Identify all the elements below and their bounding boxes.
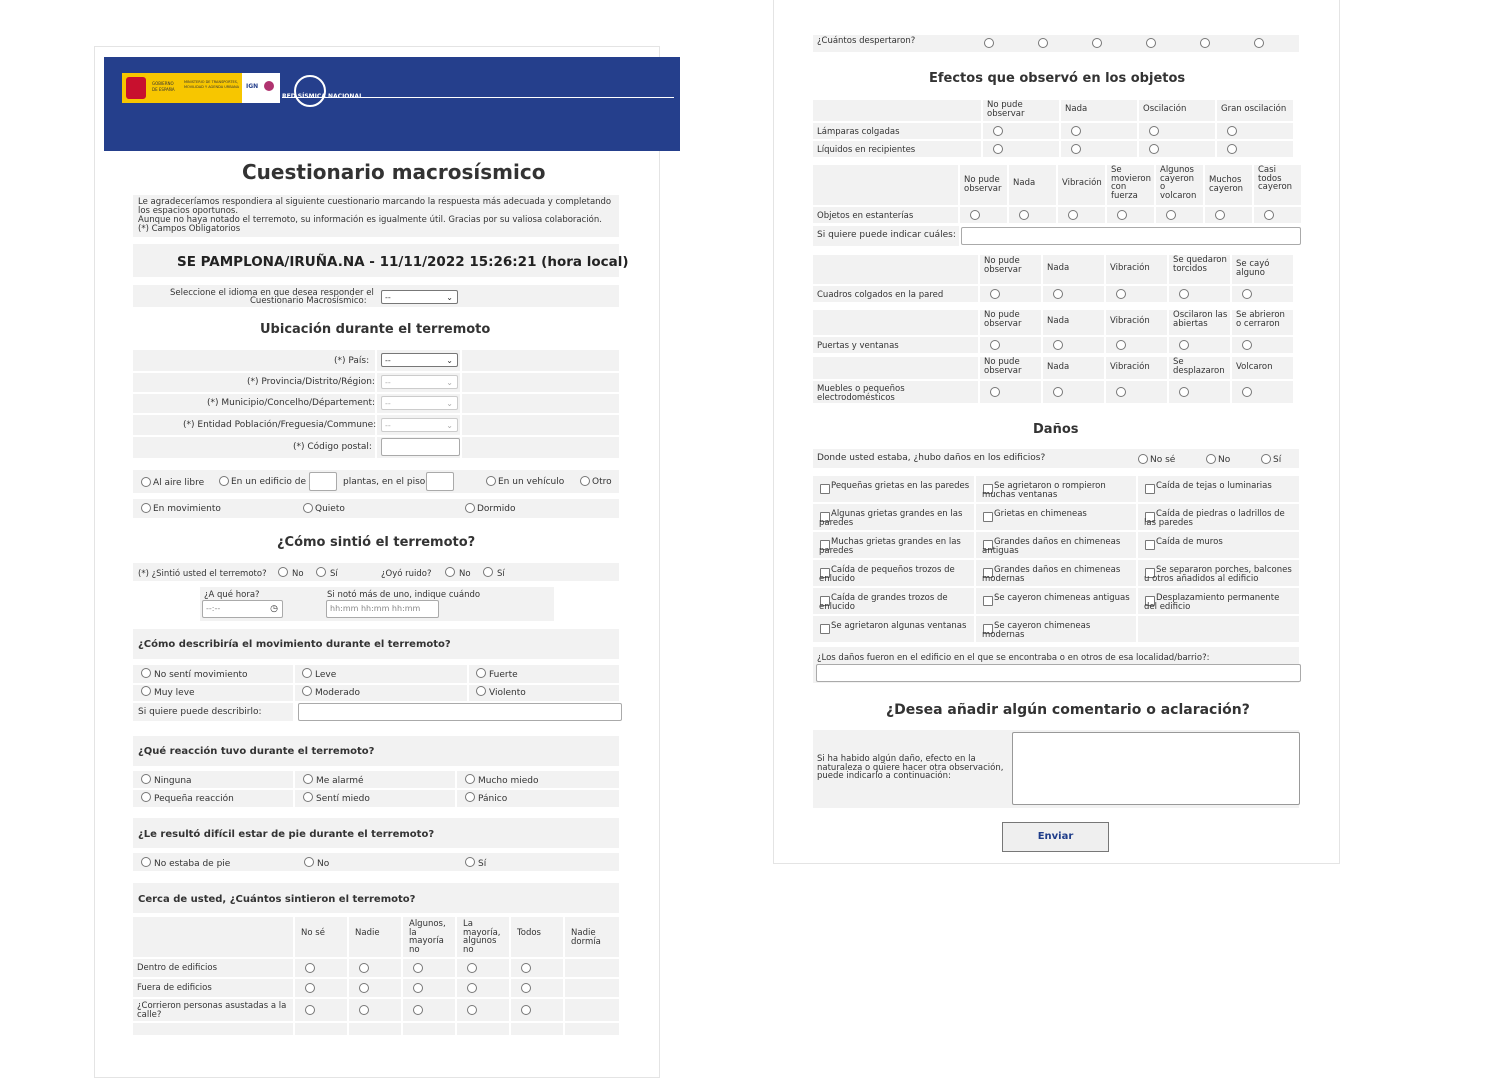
radio-object[interactable] [970,210,980,220]
option-label: En movimiento [153,504,221,514]
radio-object[interactable] [1053,340,1063,350]
column-header: Gran oscilación [1221,104,1287,114]
column-header: Volcaron [1236,362,1273,372]
section-title-damage: Daños [1033,422,1079,437]
section-title-location: Ubicación durante el terremoto [260,322,491,337]
multiple-times-input[interactable]: hh:mm hh:mm hh:mm [326,600,439,618]
radio-despertaron-5[interactable] [1254,38,1264,48]
option-label: Pequeña reacción [154,794,234,804]
table-cell [511,999,563,1021]
locality-label: (*) Entidad Población/Freguesia/Commune: [183,420,377,430]
felt-question: (*) ¿Sintió usted el terremoto? [138,569,267,579]
table-cell [349,999,401,1021]
row-label: ¿Corrieron personas asustadas a la calle? [137,1001,287,1020]
table-cell [403,1023,455,1035]
column-header: Nada [1047,263,1070,273]
section-title-reaction: ¿Qué reacción tuvo durante el terremoto? [138,746,375,757]
column-header: Oscilación [1143,104,1187,114]
table-cell [565,979,619,997]
radio-damage-si[interactable] [1261,454,1271,464]
damage-option-label: Se agrietaron o rompieron muchas ventanas [982,481,1106,500]
column-header: Nada [1047,362,1070,372]
row-label: Dentro de edificios [137,963,218,973]
radio-people-1-5[interactable] [521,983,531,993]
option-label: No estaba de pie [154,859,231,869]
row-label: Objetos en estanterías [817,211,914,221]
damage-option-label: Pequeñas grietas en las paredes [831,481,970,491]
table-cell [457,1023,509,1035]
section-title-felt: ¿Cómo sintió el terremoto? [277,535,476,550]
option-label: No sé [1150,455,1176,465]
column-header: Vibración [1062,178,1102,188]
column-header: Vibración [1110,362,1150,372]
table-header-cell [813,357,978,379]
column-header: No pude observar [984,357,1022,376]
column-header: Se cayó alguno [1236,259,1270,278]
table-cell [1107,207,1154,223]
radio-object[interactable] [1149,126,1159,136]
table-header-cell [813,165,958,205]
table-cell [457,999,509,1021]
damage-option-label: Caída de tejas o luminarias [1156,481,1272,491]
questionnaire-page-left [94,46,660,1078]
radio-reac-4[interactable] [303,792,313,802]
comment-textarea[interactable] [1012,732,1300,805]
table-cell [403,959,455,977]
radio-aire-libre[interactable] [141,477,151,487]
radio-en-movimiento[interactable] [141,503,151,513]
column-header: Se quedaron torcidos [1173,255,1227,274]
table-cell [133,1023,293,1035]
radio-people-0-1[interactable] [305,963,315,973]
row-label: Lámparas colgadas [817,127,900,137]
table-header-cell [133,917,293,957]
section-title-objects: Efectos que observó en los objetos [929,71,1186,86]
option-label: Sentí miedo [316,794,370,804]
country-select[interactable]: -- ⌄ [381,353,458,367]
radio-despertaron-3[interactable] [1146,38,1156,48]
radio-people-2-4[interactable] [467,1005,477,1015]
damage-option-label: Caída de muros [1156,537,1223,547]
option-label: Pánico [478,794,508,804]
radio-object[interactable] [1053,387,1063,397]
cuales-input[interactable] [961,227,1301,245]
option-label: Quieto [315,504,345,514]
row-label: Fuera de edificios [137,983,212,993]
table-cell [295,1023,347,1035]
table-cell [295,979,347,997]
radio-sintio-si[interactable] [316,567,326,577]
gov-text: GOBIERNO [152,81,174,86]
radio-object[interactable] [993,144,1003,154]
seismic-globe-icon [294,75,326,107]
chevron-down-icon: ⌄ [446,356,453,365]
radio-damage-nose[interactable] [1138,454,1148,464]
country-label: (*) País: [334,356,370,366]
ign-text: IGN [246,83,259,90]
row-label: Cuadros colgados en la pared [817,290,944,300]
column-header: Algunos, la mayoría no [409,919,446,955]
damage-option-label: Grandes daños en chimeneas antiguas [982,537,1121,556]
radio-edificio[interactable] [219,476,229,486]
radio-object[interactable] [990,387,1000,397]
header-banner [104,57,680,151]
language-label: Seleccione el idioma en que desea responder el [170,288,374,298]
column-header: Nada [1047,316,1070,326]
radio-stand-0[interactable] [141,857,151,867]
column-header: No pude observar [987,100,1025,119]
radio-sintio-no[interactable] [278,567,288,577]
table-cell [295,959,347,977]
chevron-down-icon: ⌄ [446,399,453,408]
option-label: plantas, en el piso [343,477,426,487]
radio-people-1-3[interactable] [413,983,423,993]
radio-object[interactable] [1227,126,1237,136]
table-cell [349,959,401,977]
table-cell [349,979,401,997]
province-label: (*) Provincia/Distrito/Région: [247,377,375,387]
required-note: (*) Campos Obligatorios [138,224,241,234]
radio-otro[interactable] [580,476,590,486]
radio-stand-1[interactable] [304,857,314,867]
damage-option-label: Se cayeron chimeneas antiguas [994,593,1130,603]
option-label: Dormido [477,504,516,514]
table-cell [349,1023,401,1035]
radio-reac-1[interactable] [303,774,313,784]
radio-object[interactable] [1179,289,1189,299]
radio-object[interactable] [1068,210,1078,220]
option-label: Moderado [315,688,360,698]
radio-object[interactable] [990,340,1000,350]
submit-button[interactable] [1002,822,1109,852]
row-label: Líquidos en recipientes [817,145,916,155]
radio-object[interactable] [1179,387,1189,397]
option-label: Violento [489,688,526,698]
ministry-text: MINISTERIO DE TRANSPORTES, MOVILIDAD Y AGENDA URBANA [184,80,240,89]
page-title: Cuestionario macrosísmico [242,160,546,184]
floor-number-input[interactable] [426,472,454,491]
postal-code-input[interactable] [381,438,460,456]
column-header: No pude observar [984,256,1022,275]
radio-mov-4[interactable] [302,686,312,696]
radio-people-1-4[interactable] [467,983,477,993]
radio-ruido-si[interactable] [483,567,493,577]
damage-option-label: Se cayeron chimeneas modernas [982,621,1091,640]
gov-text-2: DE ESPAÑA [152,87,175,92]
radio-vehiculo[interactable] [486,476,496,486]
radio-people-0-5[interactable] [521,963,531,973]
chevron-down-icon: ⌄ [446,293,453,302]
radio-people-1-2[interactable] [359,983,369,993]
radio-object[interactable] [993,126,1003,136]
radio-object[interactable] [1116,340,1126,350]
column-header: Vibración [1110,263,1150,273]
radio-despertaron-2[interactable] [1092,38,1102,48]
table-cell [1205,207,1252,223]
radio-object[interactable] [1116,387,1126,397]
radio-object[interactable] [1227,144,1237,154]
radio-people-2-5[interactable] [521,1005,531,1015]
radio-object[interactable] [990,289,1000,299]
damage-option-label: Algunas grietas grandes en las paredes [819,509,963,528]
option-label: Sí [497,569,505,579]
damage-option-label: Muchas grietas grandes en las paredes [819,537,961,556]
table-cell [511,959,563,977]
radio-mov-1[interactable] [302,668,312,678]
table-cell [511,979,563,997]
damage-option-label: Caída de piedras o ladrillos de las paredes [1144,509,1285,528]
table-cell [1156,207,1203,223]
radio-object[interactable] [1215,210,1225,220]
column-header: Vibración [1110,316,1150,326]
radio-stand-2[interactable] [465,857,475,867]
locality-select[interactable]: -- ⌄ [381,418,458,432]
language-select[interactable]: -- ⌄ [381,290,458,304]
postal-code-label: (*) Código postal: [293,442,372,452]
column-header: Muchos cayeron [1209,175,1244,194]
radio-mov-2[interactable] [476,668,486,678]
noise-question: ¿Oyó ruido? [381,569,432,579]
option-label: Sí [1273,455,1282,465]
table-cell [403,999,455,1021]
table-header-cell [813,100,981,121]
ign-mark-icon [264,81,274,91]
section-title-standing: ¿Le resultó difícil estar de pie durante el terremoto? [138,829,435,840]
radio-despertaron-4[interactable] [1200,38,1210,48]
damage-option-label: Grandes daños en chimeneas modernas [982,565,1121,584]
column-header: La mayoría, algunos no [463,919,501,955]
option-label: No sentí movimiento [154,670,248,680]
radio-object[interactable] [1117,210,1127,220]
radio-reac-5[interactable] [465,792,475,802]
describe-input[interactable] [298,703,622,721]
radio-object[interactable] [1166,210,1176,220]
radio-reac-3[interactable] [141,792,151,802]
radio-reac-0[interactable] [141,774,151,784]
radio-object[interactable] [1071,126,1081,136]
column-header: Nada [1013,178,1036,188]
section-title-movement: ¿Cómo describiría el movimiento durante el terremoto? [138,639,451,650]
table-cell [1009,207,1056,223]
time-label: ¿A qué hora? [204,590,260,600]
column-header: Se movieron con fuerza [1111,165,1151,201]
row-label: Muebles o pequeños electrodomésticos [817,384,905,403]
option-label: Muy leve [154,688,195,698]
radio-people-2-2[interactable] [359,1005,369,1015]
radio-object[interactable] [1242,289,1252,299]
damage-question: Donde usted estaba, ¿hubo daños en los edificios? [817,453,1046,463]
option-label: Fuerte [489,670,518,680]
column-header: Nada [1065,104,1088,114]
damage-where-label: ¿Los daños fueron en el edificio en el que se encontraba o en otros de esa localidad/barrio?: [817,653,1210,663]
damage-option-label: Caída de grandes trozos de enlucido [819,593,948,612]
damage-option-label: Desplazamiento permanente del edificio [1144,593,1280,612]
option-label: Al aire libre [153,478,205,488]
option-label: No [292,569,304,579]
table-cell [1058,207,1105,223]
province-select[interactable]: -- ⌄ [381,375,458,389]
radio-mov-3[interactable] [141,686,151,696]
comment-label: Si ha habido algún daño, efecto en la naturaleza o quiere hacer otra observación, puede indicarlo a continuación: [817,754,1004,781]
radio-reac-2[interactable] [465,774,475,784]
option-label: Mucho miedo [478,776,539,786]
radio-ruido-no[interactable] [445,567,455,577]
column-header: No sé [301,928,325,938]
radio-object[interactable] [1179,340,1189,350]
radio-object[interactable] [1071,144,1081,154]
ign-logo [242,73,280,103]
damage-option-label: Se separaron porches, balcones u otros añadidos al edificio [1144,565,1292,584]
option-label: En un vehículo [498,477,565,487]
table-cell [565,959,619,977]
clock-icon: ◷ [270,604,278,614]
column-header: Oscilaron las abiertas [1173,310,1228,329]
damage-option-label: Grietas en chimeneas [994,509,1087,519]
radio-despertaron-1[interactable] [1038,38,1048,48]
floors-input[interactable] [309,472,337,491]
questionnaire-page-right [773,0,1340,864]
radio-people-2-3[interactable] [413,1005,423,1015]
radio-people-2-1[interactable] [305,1005,315,1015]
column-header: Casi todos cayeron [1258,165,1293,192]
radio-object[interactable] [1264,210,1274,220]
option-label: Sí [478,859,487,869]
column-header: No pude observar [984,310,1022,329]
radio-people-0-4[interactable] [467,963,477,973]
radio-people-0-2[interactable] [359,963,369,973]
option-label: No [459,569,471,579]
language-label: Cuestionario Macrosísmico: [250,296,367,306]
column-header: Se abrieron o cerraron [1236,310,1285,329]
cuales-label: Si quiere puede indicar cuáles: [817,230,956,240]
column-header: Algunos cayeron o volcaron [1160,165,1197,201]
damage-option-label: Caída de pequeños trozos de enlucido [819,565,955,584]
column-header: Nadie dormía [571,928,601,947]
option-label: Sí [330,569,338,579]
row-label: Puertas y ventanas [817,341,899,351]
radio-people-1-1[interactable] [305,983,315,993]
damage-option-label: Se agrietaron algunas ventanas [831,621,967,631]
option-label: Leve [315,670,337,680]
column-header: Nadie [355,928,380,938]
radio-object[interactable] [1242,387,1252,397]
municipality-select[interactable]: -- ⌄ [381,396,458,410]
radio-despertaron-0[interactable] [984,38,994,48]
option-label: No [1218,455,1231,465]
radio-object[interactable] [1242,340,1252,350]
radio-object[interactable] [1053,289,1063,299]
event-title: SE PAMPLONA/IRUÑA.NA - 11/11/2022 15:26:21 (hora local) [177,254,629,270]
option-label: Ninguna [154,776,192,786]
damage-where-input[interactable] [816,664,1301,682]
option-label: Otro [592,477,612,487]
section-title-comment: ¿Desea añadir algún comentario o aclaración? [886,702,1250,718]
radio-object[interactable] [1019,210,1029,220]
table-cell [1254,207,1301,223]
radio-object[interactable] [1116,289,1126,299]
column-header: Todos [517,928,541,938]
option-label: En un edificio de [231,477,307,487]
table-cell [565,999,619,1021]
chevron-down-icon: ⌄ [446,378,453,387]
submit-label: Enviar [1037,831,1074,842]
option-label: No [317,859,330,869]
table-cell [295,999,347,1021]
radio-dormido[interactable] [465,503,475,513]
column-header: Se desplazaron [1173,357,1225,376]
column-header: No pude observar [964,175,1002,194]
time-input[interactable]: --:-- ◷ [202,600,283,618]
table-header-cell [813,255,978,284]
section-title-people: Cerca de usted, ¿Cuántos sintieron el terremoto? [138,894,416,905]
table-cell [457,979,509,997]
table-cell [403,979,455,997]
table-cell [565,1023,619,1035]
radio-object[interactable] [1149,144,1159,154]
describe-label: Si quiere puede describirlo: [138,707,262,717]
multiple-times-label: Si notó más de uno, indique cuándo [327,590,481,600]
radio-damage-no[interactable] [1206,454,1216,464]
red-sismica-text: RED SÍSMICA NACIONAL [282,93,363,100]
chevron-down-icon: ⌄ [446,421,453,430]
table-cell [960,207,1007,223]
radio-mov-0[interactable] [141,668,151,678]
municipality-label: (*) Municipio/Concelho/Département: [207,398,376,408]
table-header-cell [813,310,978,335]
table-cell [457,959,509,977]
table-cell [511,1023,563,1035]
woke-up-label: ¿Cuántos despertaron? [817,36,916,46]
radio-people-0-3[interactable] [413,963,423,973]
red-sismica-logo [282,75,472,115]
radio-mov-5[interactable] [476,686,486,696]
intro-text: Aunque no haya notado el terremoto, su información es igualmente útil. Gracias por su valiosa colaboración. [138,215,602,225]
intro-text: Le agradeceríamos respondiera al siguiente cuestionario marcando la respuesta más adecuada y completando [138,197,612,207]
damage-cell [1138,616,1299,642]
radio-quieto[interactable] [303,503,313,513]
option-label: Me alarmé [316,776,364,786]
coat-of-arms-icon [126,77,146,99]
intro-text: los espacios oportunos. [138,206,239,216]
